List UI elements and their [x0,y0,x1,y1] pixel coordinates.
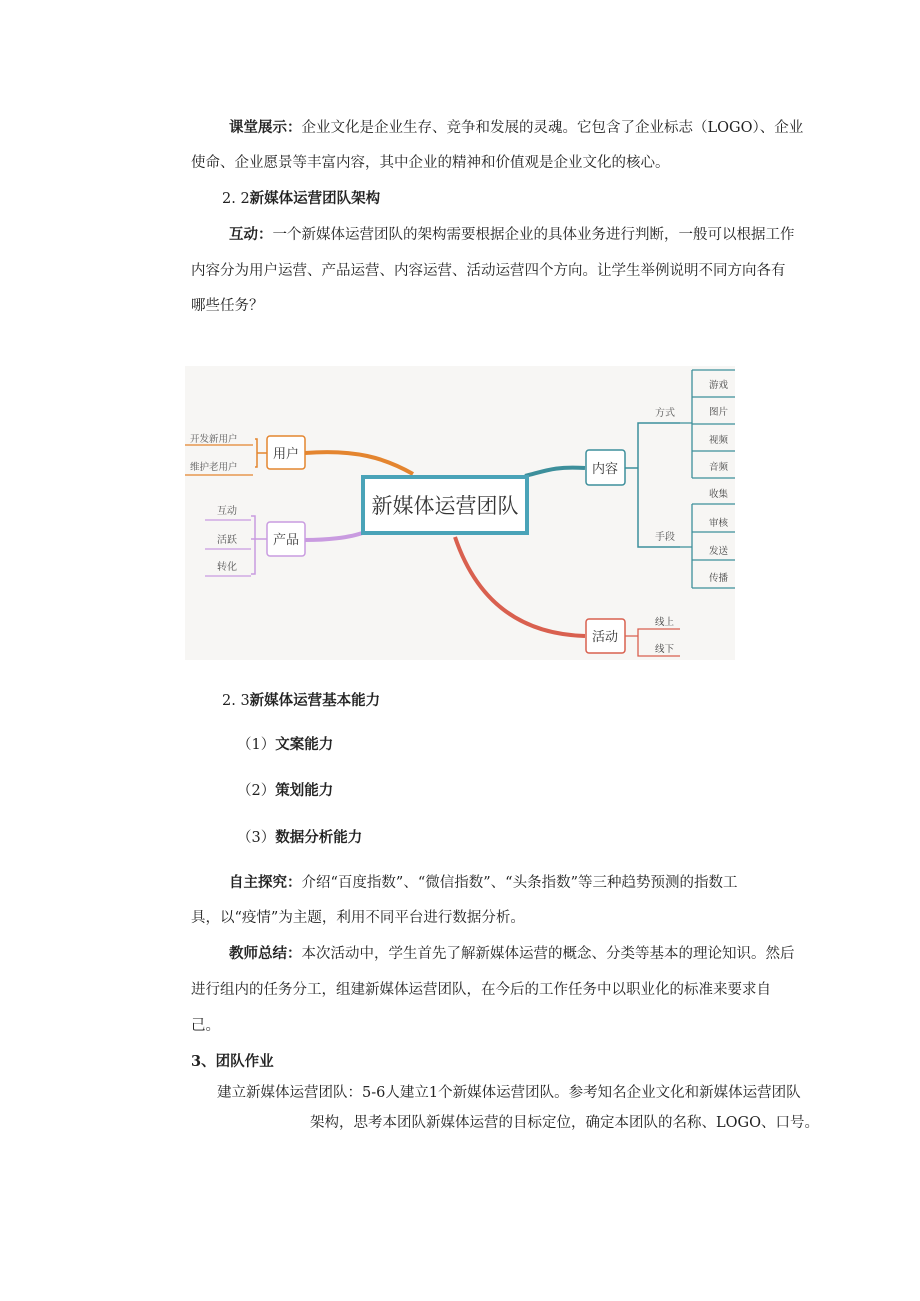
leaf-user-1: 开发新用户 [190,434,238,445]
paragraph-teacher-summary-line1: 教师总结：本次活动中，学生首先了解新媒体运营的概念、分类等基本的理论知识。然后 [229,945,795,962]
node-user-label: 用户 [272,447,300,462]
leaf-user-2: 维护老用户 [190,462,238,473]
ability-item-1: （1）文案能力 [237,736,334,753]
heading-3-team-homework: 3、团队作业 [191,1053,274,1070]
connector-content-subs [625,423,680,547]
content-way-label: 方式 [655,408,675,419]
node-center-label: 新媒体运营团队 [371,494,519,518]
leaf-way-3: 视频 [709,435,729,446]
node-activity-label: 活动 [591,630,619,645]
heading-2-2: 2. 2新媒体运营团队架构 [222,190,381,207]
leaf-way-4: 音频 [709,462,729,473]
paragraph-self-explore-line1: 自主探究：介绍“百度指数”、“微信指数”、“头条指数”等三种趋势预测的指数工 [229,874,738,891]
label-self-explore: 自主探究： [229,874,302,891]
leaf-means-2: 审核 [709,518,729,529]
paragraph-self-explore-line2: 具，以“疫情”为主题，利用不同平台进行数据分析。 [191,910,525,926]
leaf-means-1: 收集 [709,489,729,500]
ability-item-2: （2）策划能力 [237,782,334,799]
paragraph-teacher-summary-line3: 己。 [191,1018,220,1034]
connector-user-leaves [255,439,267,467]
node-content-label: 内容 [591,462,619,477]
ability-item-3: （3）数据分析能力 [237,829,363,846]
node-product-label: 产品 [272,533,300,548]
paragraph-interaction-line3: 哪些任务？ [191,298,264,314]
heading-2-3: 2. 3新媒体运营基本能力 [222,692,381,709]
label-classroom-show: 课堂展示： [229,119,302,136]
paragraph-interaction-line1: 互动：一个新媒体运营团队的架构需要根据企业的具体业务进行判断，一般可以根据工作 [229,226,795,243]
leaf-activity-2: 线下 [655,644,675,655]
connector-product-leaves [251,516,267,574]
label-teacher-summary: 教师总结： [229,945,302,962]
branch-activity [455,537,585,636]
branch-product [305,532,365,540]
leaf-product-1: 互动 [217,506,237,517]
branch-content [525,468,585,476]
paragraph-teacher-summary-line2: 进行组内的任务分工，组建新媒体运营团队，在今后的工作任务中以职业化的标准来要求自 [191,982,771,998]
leaf-activity-1: 线上 [655,617,675,628]
paragraph-team-homework-line1: 建立新媒体运营团队：5-6人建立1个新媒体运营团队。参考知名企业文化和新媒体运营团队 [217,1085,801,1101]
paragraph-classroom-show-line2: 使命、企业愿景等丰富内容，其中企业的精神和价值观是企业文化的核心。 [191,155,670,171]
label-interaction: 互动： [229,226,273,243]
leaf-product-3: 转化 [217,562,237,573]
paragraph-classroom-show-line1: 课堂展示：企业文化是企业生存、竞争和发展的灵魂。它包含了企业标志（LOGO）、企业 [229,119,804,136]
leaf-way-2: 图片 [709,407,729,418]
mindmap-svg [185,366,735,660]
paragraph-interaction-line2: 内容分为用户运营、产品运营、内容运营、活动运营四个方向。让学生举例说明不同方向各有 [191,263,786,279]
leaf-product-2: 活跃 [217,535,237,546]
leaf-way-1: 游戏 [709,380,729,391]
branch-user [305,452,413,474]
content-means-label: 手段 [655,532,675,543]
paragraph-team-homework-line2: 架构，思考本团队新媒体运营的目标定位，确定本团队的名称、LOGO、口号。 [310,1115,819,1131]
mindmap-figure [185,366,735,660]
leaf-means-3: 发送 [709,546,729,557]
leaf-means-4: 传播 [709,573,729,584]
